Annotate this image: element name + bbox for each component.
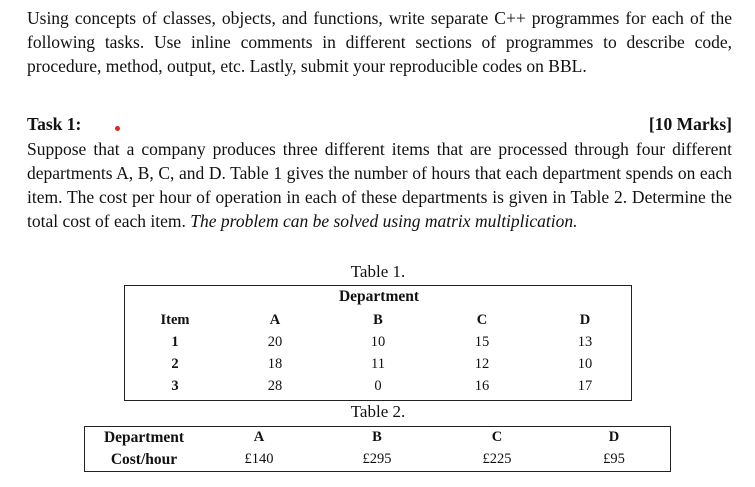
task-marks: [10 Marks] [648, 114, 732, 134]
table2-col-a: A [253, 429, 265, 445]
table2-cost-a: £140 [244, 451, 274, 467]
table1-cell-3-d: 17 [577, 378, 593, 394]
table2-cost-c: £225 [482, 451, 512, 467]
table1-cell-3-c: 16 [474, 378, 490, 394]
table1-cell-1-a: 20 [267, 334, 283, 350]
problem-paragraph [27, 137, 732, 233]
problem-text: Suppose that a company produces three different items that are processed through four different departments A, B, C, and D. Table 1 gives the number of hours that each department spends on each item. The cost per hour of operation in each of these departments is given in Table 2. Determine the total cost of each item. [27, 139, 732, 231]
table1-col-d: D [579, 312, 591, 328]
table2-col-b: B [372, 429, 382, 445]
table1-col-a: A [269, 312, 281, 328]
task-heading [27, 114, 732, 138]
task-label: Task 1: [27, 114, 82, 134]
table1-col-b: B [373, 312, 383, 328]
table2-col-d: D [608, 429, 620, 445]
table1-caption: Table 1. [350, 262, 406, 281]
table1 [124, 285, 632, 401]
table1-row-header: Item [160, 312, 190, 328]
table1-group-header: Department [338, 288, 420, 305]
table2-caption: Table 2. [350, 402, 406, 421]
table1-item-2: 2 [171, 356, 179, 372]
table2-col-c: C [491, 429, 503, 445]
table2-row2-label: Cost/hour [110, 451, 178, 468]
table1-cell-2-a: 18 [267, 356, 283, 372]
table2-cost-b: £295 [362, 451, 392, 467]
red-dot-marker [115, 126, 120, 131]
table1-cell-1-c: 15 [474, 334, 490, 350]
table1-cell-3-b: 0 [374, 378, 382, 394]
table1-cell-1-b: 10 [370, 334, 386, 350]
table1-cell-2-d: 10 [577, 356, 593, 372]
table1-col-c: C [476, 312, 488, 328]
table1-item-3: 3 [171, 378, 179, 394]
table1-item-1: 1 [171, 334, 179, 350]
table1-cell-2-b: 11 [371, 356, 385, 372]
table1-cell-2-c: 12 [474, 356, 490, 372]
table2-row1-label: Department [103, 429, 185, 446]
problem-emphasis: The problem can be solved using matrix multiplication. [190, 211, 578, 231]
intro-paragraph: Using concepts of classes, objects, and functions, write separate C++ programmes for each of the following tasks. Use inline comments in different sections of programmes to describe code, procedure, method, output, etc. Lastly, submit your reproducible codes on BBL. [27, 8, 732, 76]
table1-cell-1-d: 13 [577, 334, 593, 350]
table2 [84, 426, 671, 472]
table1-cell-3-a: 28 [267, 378, 283, 394]
table2-cost-d: £95 [603, 451, 625, 467]
